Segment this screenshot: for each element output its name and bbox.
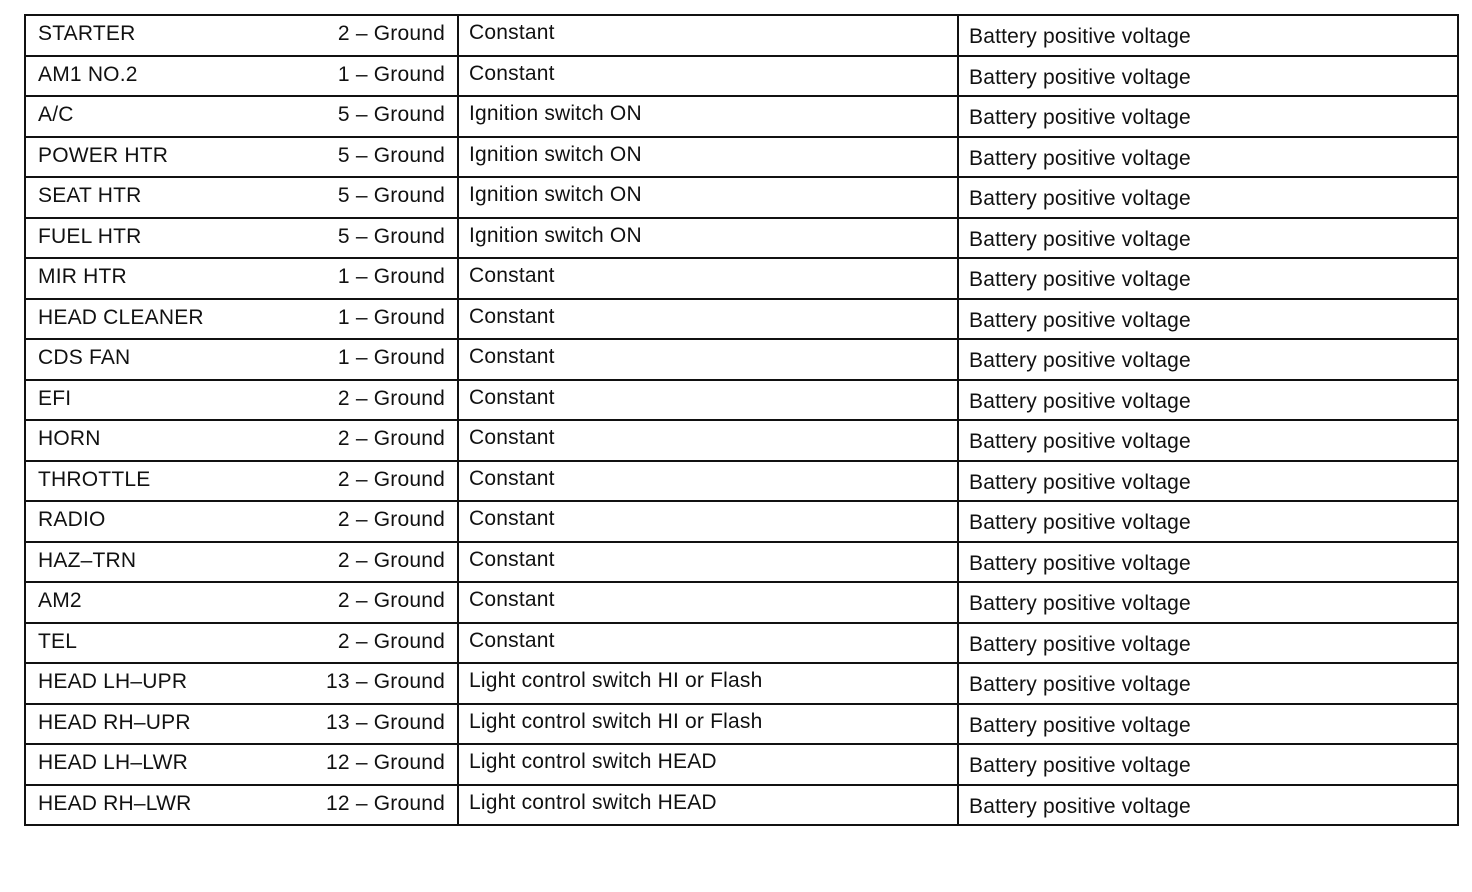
table-row (25, 501, 1458, 542)
specified-value-text: Battery positive voltage (969, 349, 1191, 373)
terminal-name: TEL (38, 629, 78, 653)
terminal-cell (25, 15, 458, 56)
condition-text: Constant (469, 304, 555, 328)
terminal-cell (25, 461, 458, 502)
terminal-cell (25, 785, 458, 826)
terminal-cell (25, 177, 458, 218)
specified-value-cell (958, 501, 1458, 542)
terminal-name: POWER HTR (38, 143, 169, 167)
condition-text: Constant (469, 21, 555, 45)
condition-cell (458, 258, 958, 299)
condition-text: Constant (469, 588, 555, 612)
specified-value-text: Battery positive voltage (969, 470, 1191, 494)
terminal-cell (25, 218, 458, 259)
terminal-name: THROTTLE (38, 467, 151, 491)
condition-text: Ignition switch ON (469, 142, 642, 166)
condition-cell (458, 96, 958, 137)
specified-value-cell (958, 420, 1458, 461)
terminal-name: STARTER (38, 22, 136, 46)
condition-cell (458, 420, 958, 461)
specified-value-cell (958, 582, 1458, 623)
condition-text: Light control switch HI or Flash (469, 709, 763, 733)
terminal-name: AM2 (38, 589, 82, 613)
tester-connection: 2 – Ground (337, 386, 445, 410)
specified-value-text: Battery positive voltage (969, 754, 1191, 778)
tester-connection: 5 – Ground (337, 184, 445, 208)
table-row (25, 744, 1458, 785)
specified-value-text: Battery positive voltage (969, 146, 1191, 170)
table-row (25, 339, 1458, 380)
table-row (25, 258, 1458, 299)
specified-value-cell (958, 380, 1458, 421)
terminal-name: HEAD RH–UPR (38, 710, 191, 734)
tester-connection: 5 – Ground (337, 143, 445, 167)
condition-cell (458, 501, 958, 542)
specified-value-text: Battery positive voltage (969, 308, 1191, 332)
terminal-cell (25, 137, 458, 178)
terminal-name: HEAD CLEANER (38, 305, 204, 329)
terminal-name: FUEL HTR (38, 224, 142, 248)
tester-connection: 13 – Ground (326, 670, 445, 694)
specified-value-text: Battery positive voltage (969, 794, 1191, 818)
specified-value-cell (958, 96, 1458, 137)
tester-connection: 12 – Ground (326, 791, 445, 815)
condition-cell (458, 744, 958, 785)
specified-value-cell (958, 744, 1458, 785)
specified-value-cell (958, 704, 1458, 745)
condition-text: Ignition switch ON (469, 102, 642, 126)
terminal-name: HEAD LH–UPR (38, 670, 188, 694)
condition-cell (458, 380, 958, 421)
tester-connection: 2 – Ground (337, 22, 445, 46)
table-row (25, 177, 1458, 218)
terminal-name: MIR HTR (38, 265, 127, 289)
tester-connection: 2 – Ground (337, 427, 445, 451)
condition-cell (458, 663, 958, 704)
table-body (25, 15, 1458, 825)
specified-value-cell (958, 258, 1458, 299)
condition-cell (458, 137, 958, 178)
table-row (25, 96, 1458, 137)
specified-value-text: Battery positive voltage (969, 106, 1191, 130)
table-row (25, 785, 1458, 826)
condition-text: Constant (469, 61, 555, 85)
terminal-cell (25, 339, 458, 380)
condition-cell (458, 15, 958, 56)
table-row (25, 218, 1458, 259)
terminal-cell (25, 744, 458, 785)
condition-text: Ignition switch ON (469, 183, 642, 207)
terminal-cell (25, 582, 458, 623)
terminal-cell (25, 663, 458, 704)
terminal-name: SEAT HTR (38, 184, 142, 208)
specified-value-cell (958, 56, 1458, 97)
terminal-cell (25, 380, 458, 421)
table-row (25, 15, 1458, 56)
table-row (25, 380, 1458, 421)
terminal-name: AM1 NO.2 (38, 62, 138, 86)
tester-connection: 2 – Ground (337, 629, 445, 653)
table-row (25, 56, 1458, 97)
specified-value-text: Battery positive voltage (969, 65, 1191, 89)
tester-connection: 1 – Ground (337, 62, 445, 86)
terminal-name: HEAD LH–LWR (38, 751, 189, 775)
terminal-name: A/C (38, 103, 74, 127)
condition-text: Light control switch HEAD (469, 790, 717, 814)
terminal-name: RADIO (38, 508, 106, 532)
table-row (25, 461, 1458, 502)
tester-connection: 1 – Ground (337, 305, 445, 329)
condition-text: Constant (469, 628, 555, 652)
specified-value-text: Battery positive voltage (969, 632, 1191, 656)
condition-cell (458, 56, 958, 97)
condition-cell (458, 582, 958, 623)
tester-connection: 2 – Ground (337, 508, 445, 532)
table-row (25, 623, 1458, 664)
specified-value-text: Battery positive voltage (969, 227, 1191, 251)
specified-value-text: Battery positive voltage (969, 511, 1191, 535)
table-row (25, 299, 1458, 340)
tester-connection: 2 – Ground (337, 589, 445, 613)
specified-value-cell (958, 339, 1458, 380)
condition-cell (458, 704, 958, 745)
terminal-name: HORN (38, 427, 101, 451)
specified-value-text: Battery positive voltage (969, 430, 1191, 454)
specified-value-cell (958, 542, 1458, 583)
tester-connection: 5 – Ground (337, 103, 445, 127)
condition-cell (458, 299, 958, 340)
specified-value-cell (958, 177, 1458, 218)
specified-value-cell (958, 461, 1458, 502)
terminal-voltage-table (24, 14, 1459, 826)
tester-connection: 5 – Ground (337, 224, 445, 248)
specified-value-cell (958, 137, 1458, 178)
table-row (25, 542, 1458, 583)
specified-value-cell (958, 299, 1458, 340)
terminal-name: EFI (38, 386, 72, 410)
terminal-cell (25, 258, 458, 299)
specified-value-cell (958, 15, 1458, 56)
terminal-cell (25, 542, 458, 583)
terminal-name: HAZ–TRN (38, 548, 137, 572)
condition-text: Constant (469, 547, 555, 571)
condition-text: Light control switch HI or Flash (469, 669, 763, 693)
condition-cell (458, 218, 958, 259)
condition-text: Constant (469, 426, 555, 450)
terminal-cell (25, 704, 458, 745)
terminal-cell (25, 623, 458, 664)
terminal-name: CDS FAN (38, 346, 131, 370)
specified-value-cell (958, 218, 1458, 259)
specified-value-text: Battery positive voltage (969, 268, 1191, 292)
specified-value-text: Battery positive voltage (969, 187, 1191, 211)
table-row (25, 582, 1458, 623)
tester-connection: 1 – Ground (337, 265, 445, 289)
specified-value-cell (958, 785, 1458, 826)
condition-text: Ignition switch ON (469, 223, 642, 247)
condition-text: Light control switch HEAD (469, 750, 717, 774)
condition-cell (458, 177, 958, 218)
table-row (25, 420, 1458, 461)
terminal-cell (25, 299, 458, 340)
condition-cell (458, 339, 958, 380)
condition-text: Constant (469, 345, 555, 369)
table-row (25, 663, 1458, 704)
condition-text: Constant (469, 466, 555, 490)
condition-cell (458, 785, 958, 826)
condition-cell (458, 623, 958, 664)
terminal-cell (25, 96, 458, 137)
specified-value-text: Battery positive voltage (969, 25, 1191, 49)
specified-value-text: Battery positive voltage (969, 592, 1191, 616)
terminal-cell (25, 501, 458, 542)
specified-value-text: Battery positive voltage (969, 673, 1191, 697)
table-row (25, 704, 1458, 745)
table-row (25, 137, 1458, 178)
condition-cell (458, 542, 958, 583)
tester-connection: 2 – Ground (337, 548, 445, 572)
specified-value-cell (958, 623, 1458, 664)
terminal-cell (25, 56, 458, 97)
specified-value-text: Battery positive voltage (969, 389, 1191, 413)
tester-connection: 12 – Ground (326, 751, 445, 775)
condition-cell (458, 461, 958, 502)
condition-text: Constant (469, 385, 555, 409)
terminal-cell (25, 420, 458, 461)
tester-connection: 13 – Ground (326, 710, 445, 734)
tester-connection: 1 – Ground (337, 346, 445, 370)
condition-text: Constant (469, 507, 555, 531)
condition-text: Constant (469, 264, 555, 288)
specified-value-cell (958, 663, 1458, 704)
specified-value-text: Battery positive voltage (969, 551, 1191, 575)
voltage-inspection-sheet (24, 14, 1458, 826)
terminal-name: HEAD RH–LWR (38, 791, 192, 815)
tester-connection: 2 – Ground (337, 467, 445, 491)
specified-value-text: Battery positive voltage (969, 713, 1191, 737)
